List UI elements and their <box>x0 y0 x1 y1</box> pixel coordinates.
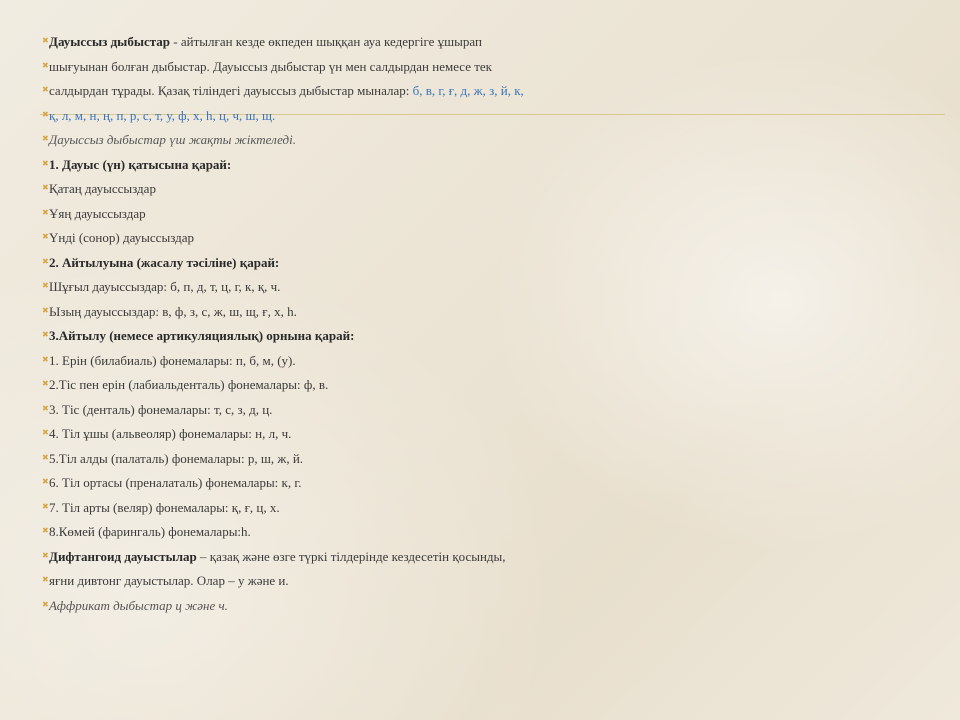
line-text: Ызың дауыссыздар: в, ф, з, с, ж, ш, щ, ғ, х, һ. <box>49 303 297 319</box>
x-mark-bullet-icon: ✖ <box>42 354 49 364</box>
text-line <box>42 153 922 178</box>
text-line <box>42 520 922 545</box>
text-line <box>42 202 922 227</box>
text-line <box>42 251 922 276</box>
x-mark-bullet-icon: ✖ <box>42 207 49 217</box>
text-line <box>42 471 922 496</box>
text-line <box>42 398 922 423</box>
x-mark-bullet-icon: ✖ <box>42 158 49 168</box>
text-line <box>42 177 922 202</box>
x-mark-bullet-icon: ✖ <box>42 379 49 388</box>
text-line <box>42 594 922 619</box>
line-text: - айтылған кезде өкпеден шыққан ауа кедергіге ұшырап <box>170 34 482 49</box>
text-line <box>42 55 922 80</box>
line-text: шығуынан болған дыбыстар. Дауыссыз дыбыстар үн мен салдырдан немесе тек <box>49 58 493 74</box>
text-line <box>42 447 922 472</box>
x-mark-bullet-icon: ✖ <box>42 330 49 339</box>
x-mark-bullet-icon: ✖ <box>42 599 49 609</box>
x-mark-bullet-icon: ✖ <box>42 256 49 266</box>
x-mark-bullet-icon: ✖ <box>42 526 49 535</box>
x-mark-bullet-icon: ✖ <box>42 85 49 94</box>
text-line <box>42 79 922 104</box>
letter-list: қ, л, м, н, ң, п, р, с, т, у, ф, х, һ, ц, ч, ш, щ. <box>49 107 276 123</box>
line-text: Ұяң дауыссыздар <box>49 205 146 221</box>
bold-term: Дифтангоид дауыстылар <box>49 548 197 564</box>
text-line <box>42 300 922 325</box>
text-line <box>42 422 922 447</box>
x-mark-bullet-icon: ✖ <box>42 428 49 437</box>
line-text: 7. Тіл арты (веляр) фонемалары: қ, ғ, ц, х. <box>49 499 280 515</box>
text-line <box>42 104 922 129</box>
line-text: салдырдан тұрады. Қазақ тіліндегі дауыссыз дыбыстар мыналар: <box>49 83 413 98</box>
x-mark-bullet-icon: ✖ <box>42 109 49 119</box>
x-mark-bullet-icon: ✖ <box>42 575 49 584</box>
x-mark-bullet-icon: ✖ <box>42 403 49 413</box>
text-line <box>42 324 922 349</box>
text-line <box>42 569 922 594</box>
x-mark-bullet-icon: ✖ <box>42 36 49 45</box>
line-text: 1. Ерін (билабиаль) фонемалары: п, б, м, (у). <box>49 352 296 368</box>
x-mark-bullet-icon: ✖ <box>42 60 49 70</box>
line-text: 4. Тіл ұшы (альвеоляр) фонемалары: н, л, ч. <box>49 426 292 441</box>
line-text: – қазақ және өзге түркі тілдерінде кездесетін қосынды, <box>196 548 506 564</box>
line-text: 3. Тіс (денталь) фонемалары: т, с, з, д, ц. <box>49 401 273 417</box>
text-line <box>42 128 922 153</box>
line-text: 5.Тіл алды (палаталь) фонемалары: р, ш, ж, й. <box>49 450 304 466</box>
line-text: Шұғыл дауыссыздар: б, п, д, т, ц, г, к, қ, ч. <box>49 279 281 294</box>
text-line <box>42 545 922 570</box>
x-mark-bullet-icon: ✖ <box>42 134 49 143</box>
x-mark-bullet-icon: ✖ <box>42 183 49 192</box>
line-text: Үнді (сонор) дауыссыздар <box>49 230 194 245</box>
italic-text: Дауыссыз дыбыстар үш жақты жіктеледі. <box>49 132 296 147</box>
slide-content <box>42 30 922 618</box>
text-line <box>42 30 922 55</box>
x-mark-bullet-icon: ✖ <box>42 477 49 486</box>
line-text: яғни дивтонг дауыстылар. Олар – у және и. <box>49 573 289 588</box>
text-line <box>42 226 922 251</box>
text-line <box>42 373 922 398</box>
text-line <box>42 496 922 521</box>
section-heading: 3.Айтылу (немесе артикуляциялық) орнына қарай: <box>49 328 355 343</box>
x-mark-bullet-icon: ✖ <box>42 232 49 241</box>
line-text: 2.Тіс пен ерін (лабиальденталь) фонемалары: ф, в. <box>49 377 329 392</box>
text-line <box>42 275 922 300</box>
text-line <box>42 349 922 374</box>
x-mark-bullet-icon: ✖ <box>42 550 49 560</box>
line-text: 8.Көмей (фарингаль) фонемалары:һ. <box>49 524 251 539</box>
italic-text: Аффрикат дыбыстар ц және ч. <box>49 597 228 613</box>
section-heading: 1. Дауыс (үн) қатысына қарай: <box>49 156 232 172</box>
x-mark-bullet-icon: ✖ <box>42 281 49 290</box>
x-mark-bullet-icon: ✖ <box>42 452 49 462</box>
x-mark-bullet-icon: ✖ <box>42 305 49 315</box>
letter-list: б, в, г, ғ, д, ж, з, й, к, <box>412 83 524 98</box>
section-heading: 2. Айтылуына (жасалу тәсіліне) қарай: <box>49 254 280 270</box>
x-mark-bullet-icon: ✖ <box>42 501 49 511</box>
line-text: 6. Тіл ортасы (преналаталь) фонемалары: к, г. <box>49 475 302 490</box>
bold-term: Дауыссыз дыбыстар <box>49 34 171 49</box>
line-text: Қатаң дауыссыздар <box>49 181 156 196</box>
